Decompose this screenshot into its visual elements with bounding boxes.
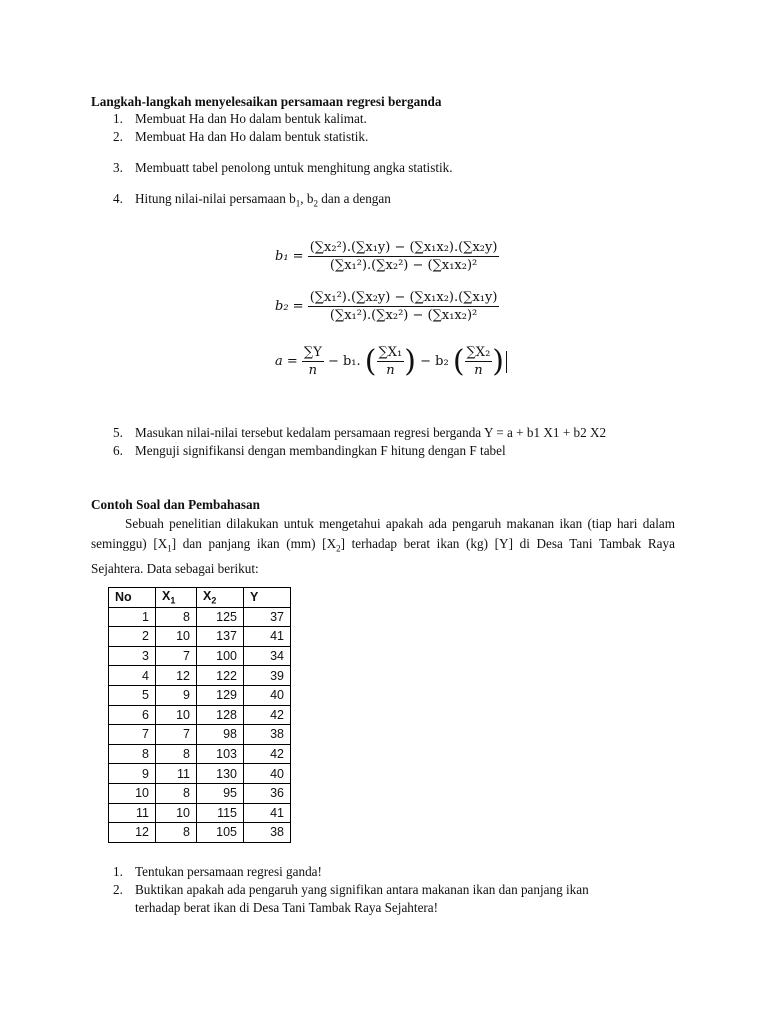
paragraph-text: Sebuah penelitian dilakukan untuk mengetahui apakah ada pengaruh makanan ikan (tiap hari dalam seminggu) [X [91, 516, 675, 551]
header-no: No [109, 588, 156, 608]
list-number: 2. [113, 129, 123, 144]
subscript: 2 [313, 198, 318, 209]
subscript: 1 [295, 198, 301, 209]
table-cell: 10 [109, 783, 156, 803]
table-row [109, 705, 291, 725]
table-row [109, 783, 291, 803]
list-text: Membuat Ha dan Ho dalam bentuk statistik. [135, 129, 369, 144]
formula-numerator: ∑Y [303, 345, 322, 360]
list-number: 6. [113, 443, 123, 458]
table-cell: 8 [156, 823, 197, 843]
formula-denominator: n [302, 361, 324, 378]
table-cell: 100 [197, 646, 244, 666]
table-cell: 6 [109, 705, 156, 725]
list-text: dan a dengan [317, 191, 391, 206]
list-text: Membuatt tabel penolong untuk menghitung angka statistik. [135, 160, 453, 175]
table-cell: 39 [244, 666, 291, 686]
list-number: 4. [113, 191, 123, 206]
formula-fraction [302, 345, 324, 378]
table-row [109, 803, 291, 823]
right-paren: ) [492, 344, 504, 379]
formula-fraction [308, 240, 500, 273]
table-cell: 36 [244, 783, 291, 803]
table-cell: 12 [156, 666, 197, 686]
table-row [109, 607, 291, 627]
table-cell: 128 [197, 705, 244, 725]
table-cell: 8 [156, 783, 197, 803]
list-text-continuation: terhadap berat ikan di Desa Tani Tambak Raya Sejahtera! [135, 900, 439, 915]
header-label: X [203, 589, 212, 604]
formula-lhs: a = [275, 354, 298, 369]
text-cursor [506, 351, 507, 373]
table-cell: 137 [197, 627, 244, 647]
formula-denominator: n [377, 361, 405, 378]
table-row [109, 666, 291, 686]
table-cell: 41 [244, 803, 291, 823]
list-text: Hitung nilai-nilai persamaan b [135, 191, 296, 206]
list-text: Menguji signifikansi dengan membandingkan F hitung dengan F tabel [135, 443, 506, 458]
list-item [113, 129, 368, 145]
table-cell: 11 [156, 764, 197, 784]
section-title-steps: Langkah-langkah menyelesaikan persamaan regresi berganda [91, 94, 442, 109]
table-cell: 130 [197, 764, 244, 784]
table-row [109, 685, 291, 705]
header-x2 [197, 588, 244, 608]
table-row [109, 744, 291, 764]
table-cell: 40 [244, 764, 291, 784]
list-number: 1. [113, 864, 123, 879]
formula-fraction [377, 345, 405, 378]
formula-a [275, 344, 507, 379]
table-cell: 34 [244, 646, 291, 666]
list-text: Buktikan apakah ada pengaruh yang signifikan antara makanan ikan dan panjang ikan [135, 882, 589, 897]
formula-b2 [275, 290, 499, 323]
formula-numerator: (∑x₂²).(∑x₁y) − (∑x₁x₂).(∑x₂y) [309, 240, 498, 255]
table-cell: 4 [109, 666, 156, 686]
table-cell: 98 [197, 725, 244, 745]
formula-b1 [275, 240, 499, 273]
table-cell: 9 [109, 764, 156, 784]
table-cell: 103 [197, 744, 244, 764]
table-cell: 10 [156, 803, 197, 823]
table-cell: 41 [244, 627, 291, 647]
formula-denominator: n [465, 361, 493, 378]
subscript: 2 [336, 543, 341, 554]
list-item [113, 864, 322, 880]
list-text: , b [300, 191, 314, 206]
list-item [113, 425, 606, 441]
header-y: Y [244, 588, 291, 608]
left-paren: ( [452, 344, 465, 379]
table-row [109, 646, 291, 666]
table-cell: 3 [109, 646, 156, 666]
list-text: Membuat Ha dan Ho dalam bentuk kalimat. [135, 111, 367, 126]
table-cell: 37 [244, 607, 291, 627]
table-row [109, 725, 291, 745]
table-cell: 10 [156, 705, 197, 725]
example-paragraph [91, 514, 675, 578]
left-paren: ( [364, 344, 377, 379]
paragraph-text: ] terhadap berat ikan (kg) [Y] di Desa Tani Tambak Raya Sejahtera. Data sebagai berikut: [91, 535, 675, 576]
list-number: 3. [113, 160, 123, 175]
table-cell: 129 [197, 685, 244, 705]
table-cell: 12 [109, 823, 156, 843]
table-cell: 95 [197, 783, 244, 803]
list-text: Tentukan persamaan regresi ganda! [135, 864, 322, 879]
table-cell: 7 [156, 646, 197, 666]
table-cell: 8 [156, 607, 197, 627]
table-cell: 125 [197, 607, 244, 627]
right-paren: ) [404, 344, 416, 379]
formula-term: − b₁. [327, 354, 361, 369]
table-cell: 2 [109, 627, 156, 647]
formula-denominator: (∑x₁²).(∑x₂²) − (∑x₁x₂)² [308, 306, 500, 323]
table-cell: 8 [156, 744, 197, 764]
formula-numerator: (∑x₁²).(∑x₂y) − (∑x₁x₂).(∑x₁y) [309, 290, 498, 305]
formula-lhs: b₂ = [275, 299, 304, 314]
table-cell: 1 [109, 607, 156, 627]
table-cell: 122 [197, 666, 244, 686]
list-item [113, 160, 453, 176]
table-cell: 42 [244, 705, 291, 725]
formula-numerator: ∑X₂ [466, 345, 491, 360]
table-cell: 7 [156, 725, 197, 745]
list-number: 5. [113, 425, 123, 440]
subscript: 2 [211, 595, 217, 606]
table-cell: 40 [244, 685, 291, 705]
table-header-row [109, 588, 291, 608]
section-title-example: Contoh Soal dan Pembahasan [91, 497, 260, 512]
table-cell: 105 [197, 823, 244, 843]
list-number: 2. [113, 882, 123, 897]
table-cell: 5 [109, 685, 156, 705]
formula-term: − b₂ [420, 354, 449, 369]
table-row [109, 627, 291, 647]
table-cell: 8 [109, 744, 156, 764]
subscript: 1 [167, 543, 172, 554]
list-item [113, 443, 506, 459]
list-item [113, 111, 367, 127]
table-cell: 9 [156, 685, 197, 705]
list-item [113, 191, 391, 209]
table-cell: 38 [244, 725, 291, 745]
header-x1 [156, 588, 197, 608]
paragraph-text: ] dan panjang ikan (mm) [X [171, 535, 337, 551]
table-row [109, 823, 291, 843]
list-number: 1. [113, 111, 123, 126]
table-body [109, 607, 291, 842]
table-cell: 10 [156, 627, 197, 647]
formula-fraction [308, 290, 500, 323]
table-cell: 115 [197, 803, 244, 823]
table-cell: 11 [109, 803, 156, 823]
formula-fraction [465, 345, 493, 378]
formula-denominator: (∑x₁²).(∑x₂²) − (∑x₁x₂)² [308, 256, 500, 273]
formula-lhs: b₁ = [275, 249, 304, 264]
list-text: Masukan nilai-nilai tersebut kedalam persamaan regresi berganda Y = a + b1 X1 + b2 X2 [135, 425, 607, 440]
table-cell: 38 [244, 823, 291, 843]
header-label: X [162, 589, 171, 604]
list-item [113, 882, 589, 898]
table-cell: 7 [109, 725, 156, 745]
table-cell: 42 [244, 744, 291, 764]
table-row [109, 764, 291, 784]
subscript: 1 [170, 595, 176, 606]
formula-numerator: ∑X₁ [378, 345, 403, 360]
data-table [108, 587, 291, 843]
